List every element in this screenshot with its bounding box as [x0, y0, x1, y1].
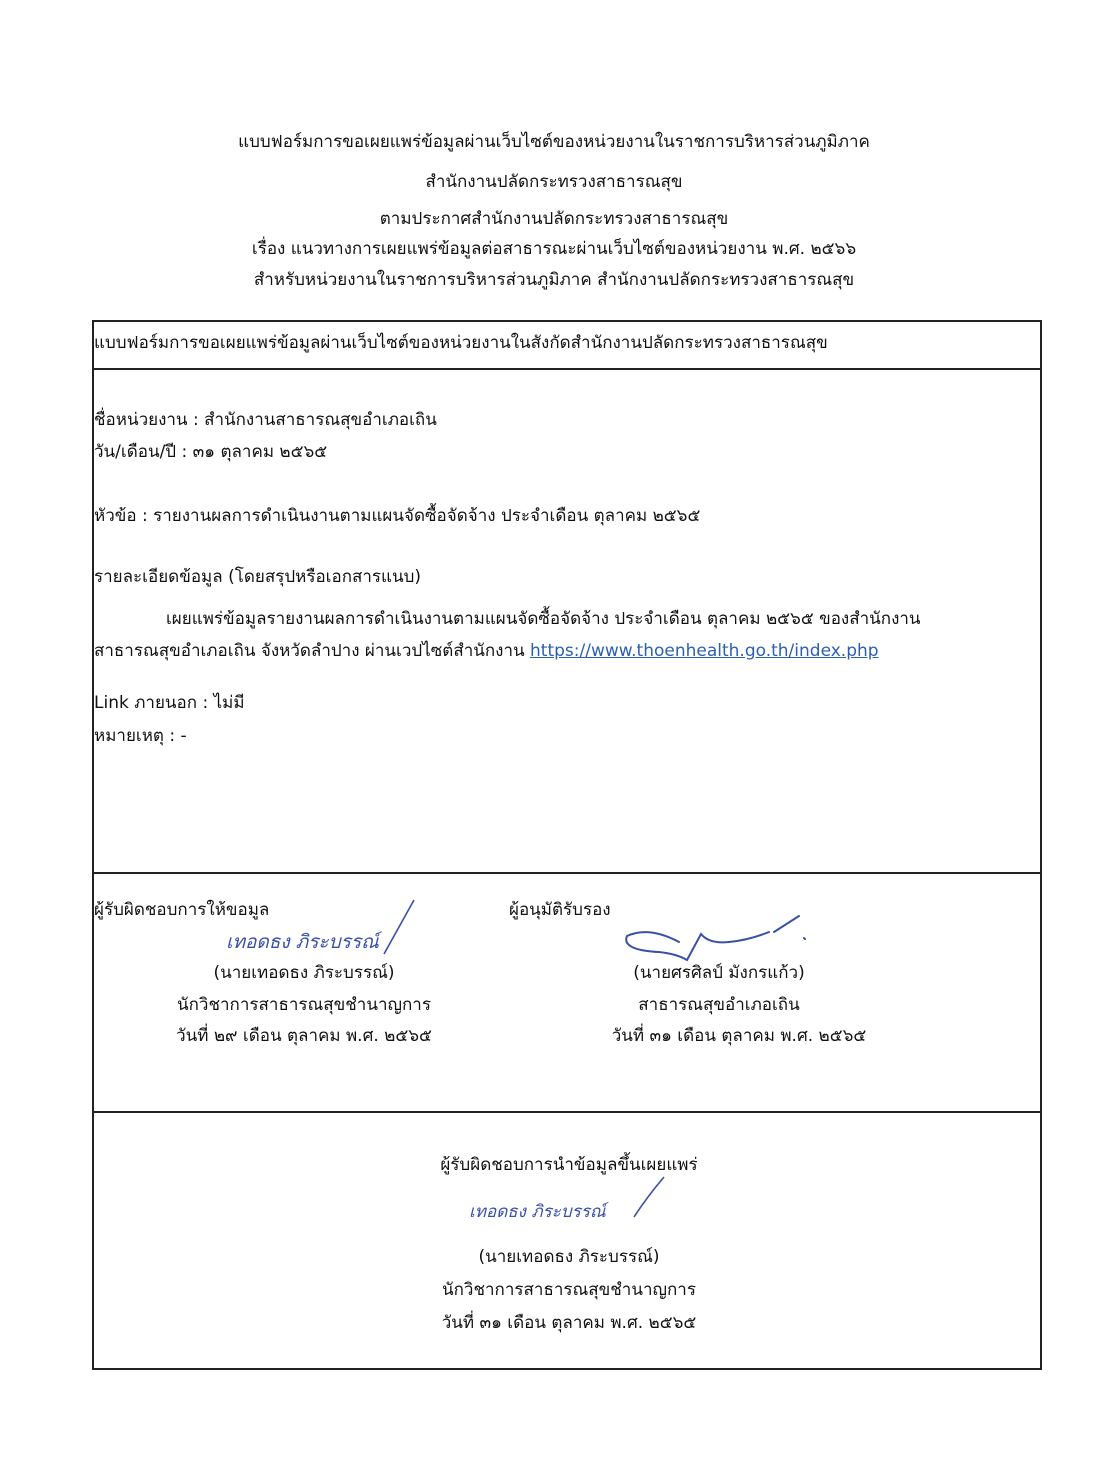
header-line-3: ตามประกาศสำนักงานปลัดกระทรวงสาธารณสุข	[379, 209, 729, 229]
header-line-4: เรื่อง แนวทางการเผยแพร่ข้อมูลต่อสาธารณะผ่านเว็บไซต์ของหน่วยงาน พ.ศ. ๒๕๖๖	[251, 239, 857, 259]
provider-position: นักวิชาการสาธารณสุขชำนาญการ	[177, 995, 431, 1015]
publisher-name: (นายเทอดธง ภิระบรรณ์)	[478, 1247, 660, 1267]
header-line-5: สำหรับหน่วยงานในราชการบริหารส่วนภูมิภาค สำนักงานปลัดกระทรวงสาธารณสุข	[253, 270, 855, 290]
form-title: แบบฟอร์มการขอเผยแพร่ข้อมูลผ่านเว็บไซต์ของหน่วยงานในสังกัดสำนักงานปลัดกระทรวงสาธารณสุข	[94, 333, 828, 353]
provider-date: วันที่ ๒๙ เดือน ตุลาคม พ.ศ. ๒๕๖๕	[176, 1026, 432, 1046]
form-details-box	[92, 368, 1042, 873]
external-link-field: Link ภายนอก : ไม่มี	[94, 693, 245, 713]
subject-field: หัวข้อ : รายงานผลการดำเนินงานตามแผนจัดซื้อจัดจ้าง ประจำเดือน ตุลาคม ๒๕๖๕	[94, 506, 701, 526]
header-line-1: แบบฟอร์มการขอเผยแพร่ข้อมูลผ่านเว็บไซต์ของหน่วยงานในราชการบริหารส่วนภูมิภาค	[238, 132, 870, 152]
header-line-2: สำนักงานปลัดกระทรวงสาธารณสุข	[425, 172, 683, 192]
approver-name: (นายศรศิลป์ มังกรแก้ว)	[633, 963, 805, 983]
details-line-1: เผยแพร่ข้อมูลรายงานผลการดำเนินงานตามแผนจัดซื้อจัดจ้าง ประจำเดือน ตุลาคม ๒๕๖๕ ของสำนักงาน	[166, 609, 921, 629]
provider-name: (นายเทอดธง ภิระบรรณ์)	[213, 963, 395, 983]
details-url-link[interactable]: https://www.thoenhealth.go.th/index.php	[530, 641, 879, 661]
agency-field: ชื่อหน่วยงาน : สำนักงานสาธารณสุขอำเภอเถิน	[94, 410, 437, 430]
provider-role: ผู้รับผิดชอบการให้ขอมูล	[94, 900, 270, 920]
publisher-box	[92, 1111, 1042, 1370]
publisher-signature-text: เทอดธง ภิระบรรณ์	[469, 1202, 606, 1222]
publisher-role: ผู้รับผิดชอบการนำข้อมูลขึ้นเผยแพร่	[440, 1155, 698, 1175]
form-title-box	[92, 320, 1042, 369]
date-field: วัน/เดือน/ปี : ๓๑ ตุลาคม ๒๕๖๕	[94, 442, 328, 462]
details-label: รายละเอียดข้อมูล (โดยสรุปหรือเอกสารแนบ)	[94, 567, 422, 587]
approver-signature	[619, 912, 819, 967]
details-text: สาธารณสุขอำเภอเถิน จังหวัดลำปาง ผ่านเวปไซต์สำนักงาน	[94, 641, 531, 661]
approver-position: สาธารณสุขอำเภอเถิน	[638, 995, 800, 1015]
approval-box	[92, 872, 1042, 1112]
provider-signature	[214, 892, 424, 962]
approver-date: วันที่ ๓๑ เดือน ตุลาคม พ.ศ. ๒๕๖๕	[611, 1026, 867, 1046]
publisher-position: นักวิชาการสาธารณสุขชำนาญการ	[442, 1280, 696, 1300]
publisher-signature	[459, 1173, 679, 1228]
details-line-2	[94, 640, 879, 662]
publisher-date: วันที่ ๓๑ เดือน ตุลาคม พ.ศ. ๒๕๖๕	[441, 1313, 697, 1333]
remark-field: หมายเหตุ : -	[94, 726, 187, 746]
approver-role: ผู้อนุมัติรับรอง	[509, 900, 611, 920]
provider-signature-text: เทอดธง ภิระบรรณ์	[226, 931, 379, 953]
